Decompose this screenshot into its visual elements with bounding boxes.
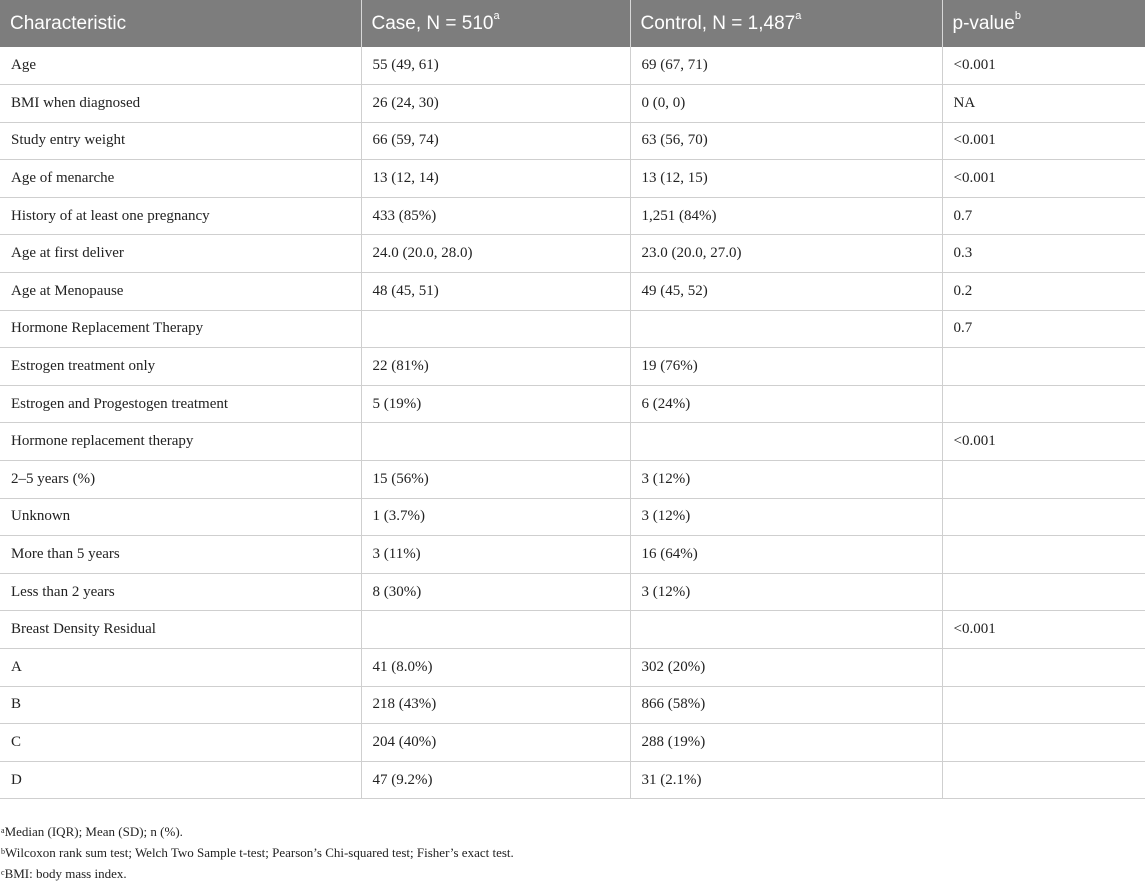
cell-case	[361, 423, 630, 461]
cell-p-value: 0.7	[942, 197, 1145, 235]
cell-control: 288 (19%)	[630, 724, 942, 762]
table-row	[0, 649, 1145, 687]
table-row	[0, 47, 1145, 85]
cell-p-value: <0.001	[942, 122, 1145, 160]
cell-characteristic: More than 5 years	[0, 536, 361, 574]
cell-p-value	[942, 649, 1145, 687]
cell-case: 48 (45, 51)	[361, 273, 630, 311]
cell-case: 3 (11%)	[361, 536, 630, 574]
header-case-footnote-mark: a	[493, 9, 500, 22]
cell-characteristic: Hormone replacement therapy	[0, 423, 361, 461]
table-row	[0, 197, 1145, 235]
table-row	[0, 573, 1145, 611]
cell-case: 15 (56%)	[361, 461, 630, 499]
cell-characteristic: BMI when diagnosed	[0, 85, 361, 123]
table-footnotes	[0, 821, 1145, 884]
table-row	[0, 273, 1145, 311]
cell-characteristic: Unknown	[0, 498, 361, 536]
cell-case: 41 (8.0%)	[361, 649, 630, 687]
footnote-text: BMI: body mass index.	[4, 866, 127, 881]
cell-characteristic: B	[0, 686, 361, 724]
cell-characteristic: C	[0, 724, 361, 762]
cell-p-value	[942, 536, 1145, 574]
cell-case	[361, 310, 630, 348]
cell-p-value: 0.7	[942, 310, 1145, 348]
table-row	[0, 385, 1145, 423]
table-row	[0, 348, 1145, 386]
cell-p-value: 0.3	[942, 235, 1145, 273]
cell-p-value	[942, 686, 1145, 724]
footnote-mark: b	[1, 847, 5, 856]
cell-control: 866 (58%)	[630, 686, 942, 724]
cell-characteristic: 2–5 years (%)	[0, 461, 361, 499]
cell-characteristic: Estrogen treatment only	[0, 348, 361, 386]
cell-control: 3 (12%)	[630, 573, 942, 611]
cell-control: 16 (64%)	[630, 536, 942, 574]
cell-case: 1 (3.7%)	[361, 498, 630, 536]
table-row	[0, 461, 1145, 499]
cell-characteristic: D	[0, 761, 361, 799]
cell-case	[361, 611, 630, 649]
cell-case: 13 (12, 14)	[361, 160, 630, 198]
cell-control: 49 (45, 52)	[630, 273, 942, 311]
cell-p-value	[942, 498, 1145, 536]
header-control: Control, N = 1,487$^a$	[630, 0, 942, 47]
cell-case: 47 (9.2%)	[361, 761, 630, 799]
cell-characteristic: Age	[0, 47, 361, 85]
header-control-footnote-mark: a	[795, 9, 802, 22]
cell-p-value	[942, 761, 1145, 799]
cell-p-value: <0.001	[942, 611, 1145, 649]
cell-case: 66 (59, 74)	[361, 122, 630, 160]
table-row	[0, 611, 1145, 649]
header-row	[0, 0, 1145, 47]
cell-control: 6 (24%)	[630, 385, 942, 423]
cell-case: 55 (49, 61)	[361, 47, 630, 85]
footnote-mark: c	[1, 868, 5, 877]
cell-characteristic: Breast Density Residual	[0, 611, 361, 649]
table-row	[0, 724, 1145, 762]
cell-case: 433 (85%)	[361, 197, 630, 235]
cell-control	[630, 423, 942, 461]
cell-p-value	[942, 461, 1145, 499]
table-row	[0, 85, 1145, 123]
cell-control: 63 (56, 70)	[630, 122, 942, 160]
cell-control: 69 (67, 71)	[630, 47, 942, 85]
table-row	[0, 235, 1145, 273]
cell-p-value: <0.001	[942, 47, 1145, 85]
footnote-c	[0, 863, 1145, 884]
footnote-mark: a	[1, 826, 5, 835]
cell-p-value: NA	[942, 85, 1145, 123]
cell-control: 1,251 (84%)	[630, 197, 942, 235]
cell-control: 31 (2.1%)	[630, 761, 942, 799]
cell-characteristic: A	[0, 649, 361, 687]
footnote-text: Median (IQR); Mean (SD); n (%).	[4, 824, 183, 839]
cell-characteristic: Age at Menopause	[0, 273, 361, 311]
cell-characteristic: Less than 2 years	[0, 573, 361, 611]
cell-control: 23.0 (20.0, 27.0)	[630, 235, 942, 273]
cell-p-value: <0.001	[942, 160, 1145, 198]
header-characteristic: Characteristic	[0, 0, 361, 47]
header-p-value-footnote-mark: b	[1014, 9, 1021, 22]
cell-case: 22 (81%)	[361, 348, 630, 386]
cell-case: 218 (43%)	[361, 686, 630, 724]
footnote-a	[0, 821, 1145, 842]
cell-p-value: <0.001	[942, 423, 1145, 461]
cell-characteristic: Study entry weight	[0, 122, 361, 160]
footnote-b	[0, 842, 1145, 863]
cell-control	[630, 611, 942, 649]
cell-p-value	[942, 385, 1145, 423]
header-p-value: p-value$^b$	[942, 0, 1145, 47]
table-row	[0, 498, 1145, 536]
cell-control	[630, 310, 942, 348]
cell-control: 3 (12%)	[630, 498, 942, 536]
cell-control: 13 (12, 15)	[630, 160, 942, 198]
footnote-text: Wilcoxon rank sum test; Welch Two Sample t-test; Pearson’s Chi-squared test; Fisher’s exact test.	[5, 845, 514, 860]
cell-case: 24.0 (20.0, 28.0)	[361, 235, 630, 273]
cell-control: 302 (20%)	[630, 649, 942, 687]
cell-case: 5 (19%)	[361, 385, 630, 423]
cell-characteristic: Hormone Replacement Therapy	[0, 310, 361, 348]
cell-control: 19 (76%)	[630, 348, 942, 386]
table-row	[0, 423, 1145, 461]
cell-control: 3 (12%)	[630, 461, 942, 499]
cell-characteristic: History of at least one pregnancy	[0, 197, 361, 235]
table-row	[0, 160, 1145, 198]
cell-control: 0 (0, 0)	[630, 85, 942, 123]
cell-case: 204 (40%)	[361, 724, 630, 762]
table-row	[0, 310, 1145, 348]
table-row	[0, 761, 1145, 799]
cell-p-value	[942, 573, 1145, 611]
header-case: Case, $N = 510^a$	[361, 0, 630, 47]
cell-characteristic: Age at first deliver	[0, 235, 361, 273]
cell-p-value	[942, 724, 1145, 762]
cell-characteristic: Estrogen and Progestogen treatment	[0, 385, 361, 423]
cell-case: 8 (30%)	[361, 573, 630, 611]
table-row	[0, 122, 1145, 160]
cell-case: 26 (24, 30)	[361, 85, 630, 123]
table-row	[0, 536, 1145, 574]
cell-p-value: 0.2	[942, 273, 1145, 311]
cell-characteristic: Age of menarche	[0, 160, 361, 198]
cell-p-value	[942, 348, 1145, 386]
table-row	[0, 686, 1145, 724]
